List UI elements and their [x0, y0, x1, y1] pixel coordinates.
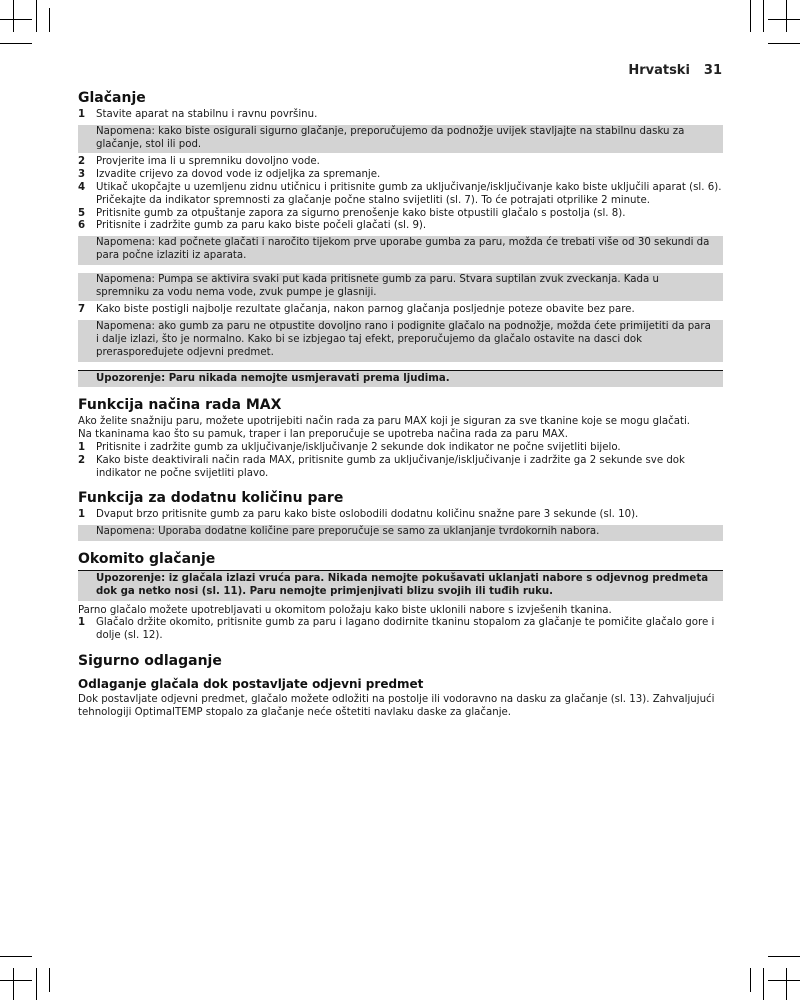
page-number: 31: [703, 63, 722, 78]
step-number: 1: [78, 617, 86, 629]
crop-mark: [768, 43, 800, 44]
crop-mark: [768, 19, 800, 20]
step-number: 6: [78, 220, 86, 232]
step-text: Dvaput brzo pritisnite gumb za paru kako biste oslobodili dodatnu količinu snažne pare 3 sekunde (sl. 10).: [96, 509, 639, 521]
crop-mark: [0, 19, 32, 20]
step-text: Pritisnite i zadržite gumb za paru kako biste počeli glačati (sl. 9).: [96, 220, 427, 232]
crop-mark: [0, 43, 32, 44]
warning-box: Upozorenje: iz glačala izlazi vruća para. Nikada nemojte pokušavati uklanjati nabore s odjevnog predmeta dok ga netko nosi (sl. 11). Paru nemojte primjenjivati blizu svojih ili tuđih ruku.: [78, 570, 723, 601]
step-number: 1: [78, 109, 86, 120]
step-text: Stavite aparat na stabilnu i ravnu površinu.: [96, 109, 318, 120]
list-item: [78, 156, 723, 169]
crop-mark: [36, 0, 37, 32]
note-box: Napomena: kako biste osigurali sigurno glačanje, preporučujemo da podnožje uvijek stavljajte na stabilnu dasku za glačanje, stol ili pod.: [78, 125, 723, 154]
crop-mark: [768, 956, 800, 957]
list-item: [78, 509, 723, 522]
step-number: 7: [78, 304, 86, 316]
note-box: Napomena: ako gumb za paru ne otpustite dovoljno rano i podignite glačalo na podnožje, možda ćete primijetiti da para i dalje izlazi, što je normalno. Kako bi se izbjegao taj efekt, preporučujemo da glačalo ostavite na dasci dok preraspoređujete odjevni predmet.: [78, 320, 723, 361]
section-title-vertical: Okomito glačanje: [78, 550, 216, 567]
section-title-extra-steam: Funkcija za dodatnu količinu pare: [78, 490, 344, 507]
list-item: [78, 455, 723, 481]
crop-mark: [13, 968, 14, 1000]
note-box: Napomena: kad počnete glačati i naročito tijekom prve uporabe gumba za paru, možda će trebati više od 30 sekundi da para počne izlaziti iz aparata.: [78, 236, 723, 265]
page-header: [628, 63, 722, 78]
crop-mark: [0, 980, 32, 981]
step-number: 2: [78, 156, 86, 168]
step-text: Kako biste postigli najbolje rezultate glačanja, nakon parnog glačanja posljednje poteze obavite bez pare.: [96, 304, 635, 316]
list-item: [78, 304, 723, 317]
note-box: Napomena: Uporaba dodatne količine pare preporučuje se samo za uklanjanje tvrdokornih nabora.: [78, 525, 723, 541]
step-text: Pritisnite i zadržite gumb za uključivanje/isključivanje 2 sekunde dok indikator ne počne svijetliti bijelo.: [96, 441, 621, 453]
section-title-max-mode: Funkcija načina rada MAX: [78, 397, 282, 414]
crop-mark: [0, 956, 32, 957]
step-text: Provjerite ima li u spremniku dovoljno vode.: [96, 156, 320, 168]
crop-mark: [763, 0, 764, 32]
list-item: [78, 182, 723, 208]
paragraph: Ako želite snažniju paru, možete upotrijebiti način rada za paru MAX koji je siguran za sve tkanine koje se mogu glačati.: [78, 416, 691, 428]
crop-mark: [36, 968, 37, 1000]
crop-mark: [49, 968, 50, 992]
crop-mark: [750, 968, 751, 992]
step-text: Izvadite crijevo za dovod vode iz odjeljka za spremanje.: [96, 169, 381, 181]
document-body: [78, 90, 723, 720]
step-number: 2: [78, 454, 86, 466]
subsection-title: Odlaganje glačala dok postavljate odjevni predmet: [78, 676, 424, 691]
step-number: 3: [78, 169, 86, 181]
section-title-ironing: Glačanje: [78, 90, 146, 106]
crop-mark: [768, 980, 800, 981]
step-number: 4: [78, 181, 86, 193]
list-item: [78, 442, 723, 455]
list-item: [78, 169, 723, 182]
section-title-safe-rest: Sigurno odlaganje: [78, 652, 222, 669]
paragraph: Parno glačalo možete upotrebljavati u okomitom položaju kako biste uklonili nabore s izvješenih tkanina.: [78, 604, 612, 616]
crop-mark: [763, 968, 764, 1000]
paragraph: Na tkaninama kao što su pamuk, traper i lan preporučuje se upotreba načina rada za paru MAX.: [78, 429, 568, 441]
list-item: [78, 109, 723, 122]
note-box: Napomena: Pumpa se aktivira svaki put kada pritisnete gumb za paru. Stvara suptilan zvuk zveckanja. Kada u spremniku za vodu nema vode, zvuk pumpe je glasniji.: [78, 273, 723, 302]
language-label: Hrvatski: [628, 63, 690, 78]
step-number: 5: [78, 207, 86, 219]
crop-mark: [750, 0, 751, 32]
crop-mark: [786, 0, 787, 32]
list-item: [78, 220, 723, 233]
warning-box: Upozorenje: Paru nikada nemojte usmjeravati prema ljudima.: [78, 370, 723, 388]
crop-mark: [49, 8, 50, 32]
list-item: [78, 208, 723, 221]
crop-mark: [786, 968, 787, 1000]
list-item: [78, 617, 723, 643]
step-text: Utikač ukopčajte u uzemljenu zidnu utičnicu i pritisnite gumb za uključivanje/isključivanje kako biste uključili aparat (sl. 6). Pričekajte da indikator spremnosti za glačanje počne stalno svijetliti (sl. 7). To će potrajati otprilike 2 minute.: [96, 181, 722, 206]
step-number: 1: [78, 509, 86, 521]
step-text: Glačalo držite okomito, pritisnite gumb za paru i lagano dodirnite tkaninu stopalom za glačanje te pomičite glačalo gore i dolje (sl. 12).: [96, 617, 715, 642]
step-number: 1: [78, 441, 86, 453]
paragraph: Dok postavljate odjevni predmet, glačalo možete odložiti na postolje ili vodoravno na dasku za glačanje (sl. 13). Zahvaljujući tehnologiji OptimalTEMP stopalo za glačanje neće oštetiti navlaku daske za glačanje.: [78, 693, 715, 718]
step-text: Pritisnite gumb za otpuštanje zapora za sigurno prenošenje kako biste otpustili glačalo s postolja (sl. 8).: [96, 207, 626, 219]
crop-mark: [13, 0, 14, 32]
step-text: Kako biste deaktivirali način rada MAX, pritisnite gumb za uključivanje/isključivanje i zadržite ga 2 sekunde sve dok indikator ne počne svijetliti plavo.: [96, 454, 685, 479]
